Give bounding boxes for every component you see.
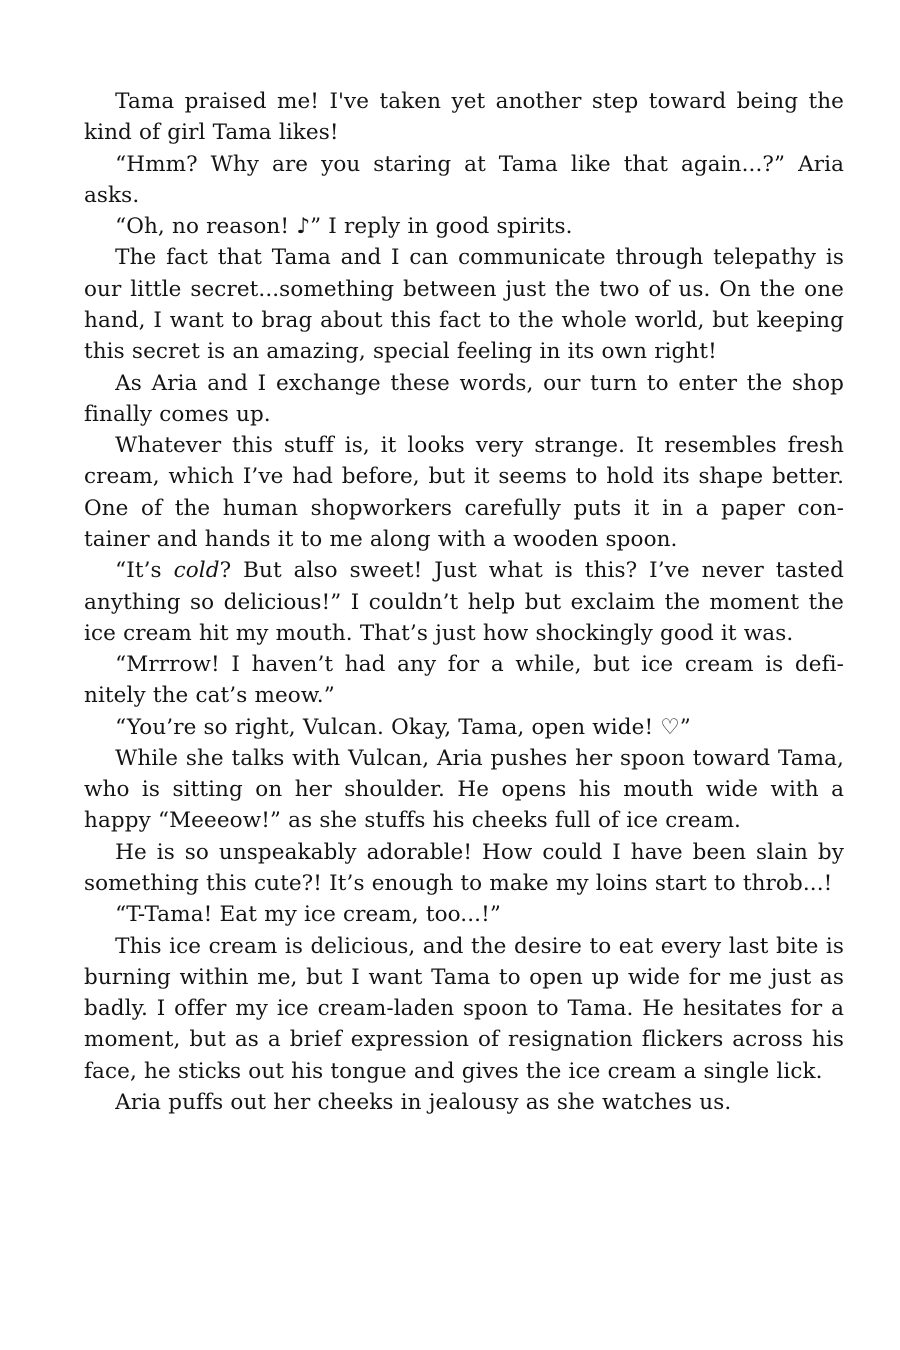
body-text-column [84, 86, 844, 1118]
paragraph: Tama praised me! I've taken yet another step toward being the kind of girl Tama likes! [84, 89, 844, 146]
paragraph: He is so unspeakably adorable! How could I have been slain by something this cute?! It’s enough to make my loins start to throb...! [84, 839, 844, 897]
paragraph: “You’re so right, Vulcan. Okay, Tama, open wide! ♡” [115, 714, 691, 740]
emphasized-word: cold [173, 558, 220, 584]
paragraph: Whatever this stuff is, it looks very strange. It resembles fresh cream, which I’ve had before, but it seems to hold its shape better. One of the human shopworkers carefully puts it in a paper con-tainer and hands it to me along with a wooden spoon. [84, 433, 844, 552]
paragraph: As Aria and I exchange these words, our turn to enter the shop finally comes up. [84, 370, 844, 427]
paragraph: Aria puffs out her cheeks in jealousy as she watches us. [115, 1090, 732, 1115]
paragraph: The fact that Tama and I can communicate through telepathy is our little secret...something between just the two of us. On the one hand, I want to brag about this fact to the whole world, but keeping this secret is an amazing, special feeling in its own right! [84, 245, 844, 365]
paragraph: “Mrrrow! I haven’t had any for a while, but ice cream is defi-nitely the cat’s meow.” [84, 652, 844, 709]
paragraph: While she talks with Vulcan, Aria pushes her spoon toward Tama, who is sitting on her shoulder. He opens his mouth wide with a happy “Meeeow!” as she stuffs his cheeks full of ice cream. [84, 745, 844, 834]
paragraph: “Hmm? Why are you staring at Tama like that again...?” Aria asks. [84, 151, 844, 208]
paragraph-with-italic: “It’s cold? But also sweet! Just what is this? I’ve never tasted anything so delicious!” I couldn’t help but exclaim the moment the ice cream hit my mouth. That’s just how shockingly good it was. [84, 558, 844, 646]
paragraph: “Oh, no reason! ♪” I reply in good spirits. [115, 214, 573, 240]
paragraph: This ice cream is delicious, and the desire to eat every last bite is burning within me, but I want Tama to open up wide for me just as badly. I offer my ice cream-laden spoon to Tama. He hesitates for a moment, but as a brief expression of resignation flickers across his face, he sticks out his tongue and gives the ice cream a single lick. [84, 933, 844, 1084]
paragraph: “T-Tama! Eat my ice cream, too...!” [115, 902, 501, 928]
